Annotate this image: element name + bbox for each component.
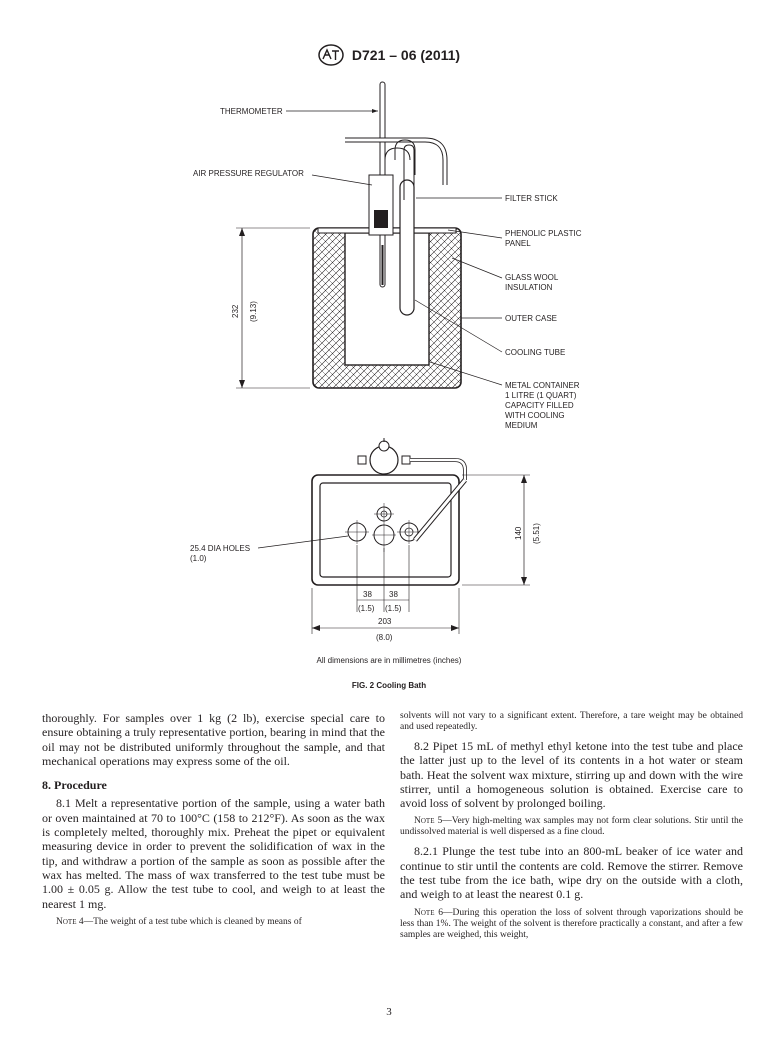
label-holes-in: (1.0): [190, 554, 207, 563]
height-dim-in: (9.13): [249, 301, 258, 322]
note-5: [400, 816, 743, 838]
paragraph-8-2-1: 8.2.1 Plunge the test tube into an 800-mL beaker of ice water and continue to stir until the contents are cold. Remove the stirrer. Remove the test tube from the ice bath, wipe dry on the outside with a cloth, and weigh to at least the nearest 0.1 g.: [400, 844, 743, 902]
note-4-text: —The weight of a test tube which is cleaned by means of: [83, 916, 302, 927]
label-metal-container: METAL CONTAINER: [505, 381, 580, 390]
spacing-dim-2-in: (1.5): [385, 604, 402, 613]
label-holes: 25.4 DIA HOLES: [190, 544, 251, 553]
page-number: 3: [386, 1006, 392, 1018]
label-thermometer: THERMOMETER: [220, 107, 283, 116]
figure-caption: FIG. 2 Cooling Bath: [351, 681, 427, 690]
label-phenolic: PHENOLIC PLASTIC: [505, 229, 582, 238]
side-view: [193, 82, 582, 430]
note-4-continued: solvents will not vary to a significant extent. Therefore, a tare weight may be obtained and used repeatedly.: [400, 711, 743, 732]
width-dim-in: (8.0): [376, 633, 393, 642]
paragraph-8-2: 8.2 Pipet 15 mL of methyl ethyl ketone into the test tube and place the latter just up to the level of its contents in a hot water or steam bath. Heat the solvent wax mixture, stirring up and down with the wire stirrer, until a homogeneous solution is obtained. Exercise care to avoid loss of solvent by prolonged boiling.: [400, 739, 743, 811]
label-metal-container-2: 1 LITRE (1 QUART): [505, 391, 577, 400]
right-column: [400, 711, 743, 947]
note-4: [42, 917, 385, 928]
label-metal-container-5: MEDIUM: [505, 421, 538, 430]
label-cooling-tube: COOLING TUBE: [505, 348, 566, 357]
height-dim: 232: [231, 304, 240, 318]
standard-designation: D721 – 06 (2011): [351, 47, 461, 63]
label-glass-wool-2: INSULATION: [505, 283, 553, 292]
label-metal-container-3: CAPACITY FILLED: [505, 401, 574, 410]
note-5-text: —Very high-melting wax samples may not form clear solutions. Stir until the undissolved material is well dispersed as a fine cloud.: [400, 816, 743, 838]
width-dim: 203: [378, 617, 392, 626]
label-outer-case: OUTER CASE: [505, 314, 558, 323]
label-filter-stick: FILTER STICK: [505, 194, 558, 203]
depth-dim-in: (5.51): [532, 523, 541, 544]
label-phenolic-2: PANEL: [505, 239, 531, 248]
plan-view: [190, 438, 541, 642]
note-6-text: —During this operation the loss of solvent through vaporizations should be less than 1%. The weight of the solvent is therefore practically a constant, and after a few samples are weighed, this weight,: [400, 907, 744, 940]
note-5-label: Note 5: [414, 816, 443, 827]
metal-container: [345, 233, 429, 365]
left-column: [42, 711, 385, 934]
figure-note: All dimensions are in millimetres (inches): [316, 656, 462, 665]
spacing-dim-2: 38: [389, 590, 398, 599]
spacing-dim-1-in: (1.5): [358, 604, 375, 613]
depth-dim: 140: [514, 526, 523, 540]
note-6-label: Note 6: [414, 907, 443, 918]
label-glass-wool: GLASS WOOL: [505, 273, 559, 282]
section-heading: 8. Procedure: [42, 778, 107, 793]
paragraph-8-1: 8.1 Melt a representative portion of the sample, using a water bath or oven maintained at 70 to 100°C (158 to 212°F). As soon as the wax is completely melted, thoroughly mix. Preheat the pipet or equivalent measuring device in order to prevent the solidification of wax in the tip, and withdraw a portion of the sample as soon as possible after the wax has melted. The mass of wax transferred to the test tube must be 1.00 ± 0.05 g. Allow the test tube to cool, and weigh to at least the nearest 1 mg.: [42, 796, 385, 911]
note-6: [400, 908, 743, 941]
label-air-regulator: AIR PRESSURE REGULATOR: [193, 169, 304, 178]
paragraph: thoroughly. For samples over 1 kg (2 lb), exercise special care to ensure obtaining a truly representative portion, bearing in mind that the oil may not be distributed uniformly throughout the sample, and that mechanical operations may express some of the oil.: [42, 711, 385, 768]
spacing-dim-1: 38: [363, 590, 372, 599]
cooling-tube: [400, 180, 414, 315]
label-metal-container-4: WITH COOLING: [505, 411, 565, 420]
note-4-label: Note 4: [56, 916, 84, 927]
